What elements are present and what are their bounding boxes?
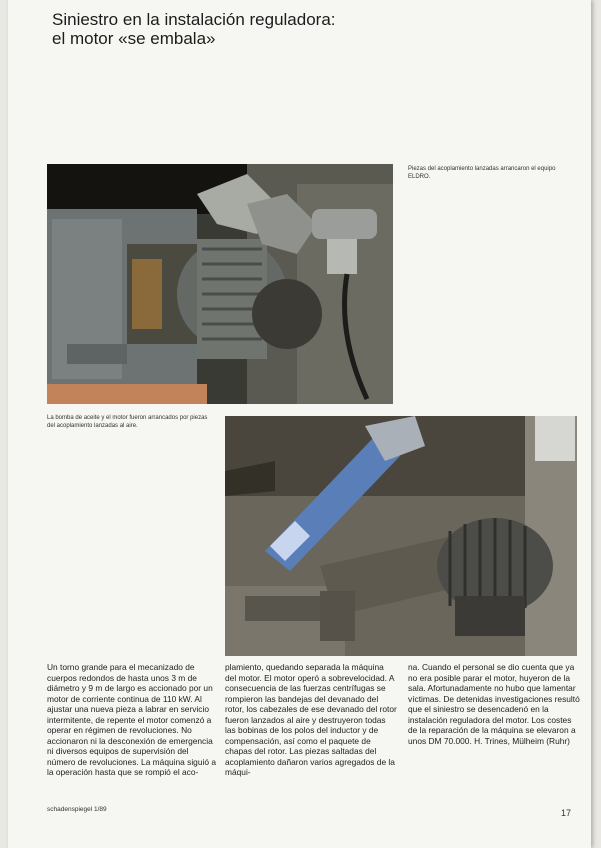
photo-damaged-eldro-equipment [47, 164, 393, 404]
body-column-1: Un torno grande para el mecanizado de cuerpos redondos de hasta unos 3 m de diámetro y 9 m de largo es accionado por un motor de corriente continua de 110 kW. Al ajustar una nueva pieza a labrar en servicio intermitente, de repente el motor comenzó a operar en régimen de revoluciones. No accionaron ni la desconexión de emergencia ni diversos equipos de supervisión del número de revoluciones. La máquina siguió a la operación hasta que se rompió el aco- [47, 662, 217, 777]
photo1-caption: Piezas del acoplamiento lanzadas arrancaron el equipo ELDRO. [408, 166, 556, 180]
article-title-line-2: el motor «se embala» [52, 29, 216, 48]
photo-oil-pump-and-motor [225, 416, 577, 656]
photo2-caption: La bomba de aceite y el motor fueron arrancados por piezas del acoplamiento lanzadas al aire. [47, 415, 208, 429]
page-number: 17 [561, 808, 572, 818]
article-title [52, 10, 432, 48]
article-title-line-1: Siniestro en la instalación reguladora: [52, 10, 336, 29]
photo-oil-pump-and-motor-image [225, 416, 577, 656]
publication-footer: schadenspiegel 1/89 [47, 806, 107, 813]
photo-damaged-eldro-equipment-image [47, 164, 393, 404]
body-column-3: na. Cuando el personal se dio cuenta que ya no era posible parar el motor, huyeron de la sala. Afortunadamente no hubo que lamentar víctimas. De detenidas investigaciones resultó que el siniestro se desencadenó en la instalación reguladora del motor. Los costes de la reparación de la máquina se elevaron a unos DM 70.000. H. Trines, Mülheim (Ruhr) [408, 662, 580, 746]
body-column-2: plamiento, quedando separada la máquina del motor. El motor operó a sobrevelocidad. A consecuencia de las fuerzas centrífugas se rompieron las bandejas del devanado del rotor, los cabezales de ese devanado del rotor fueron lanzados al aire y destruyeron todas las bobinas de los polos del inductor y de compensación, así como el paquete de chapas del rotor. Las piezas saltadas del acoplamiento dañaron varios agregados de la máqui- [225, 662, 397, 777]
